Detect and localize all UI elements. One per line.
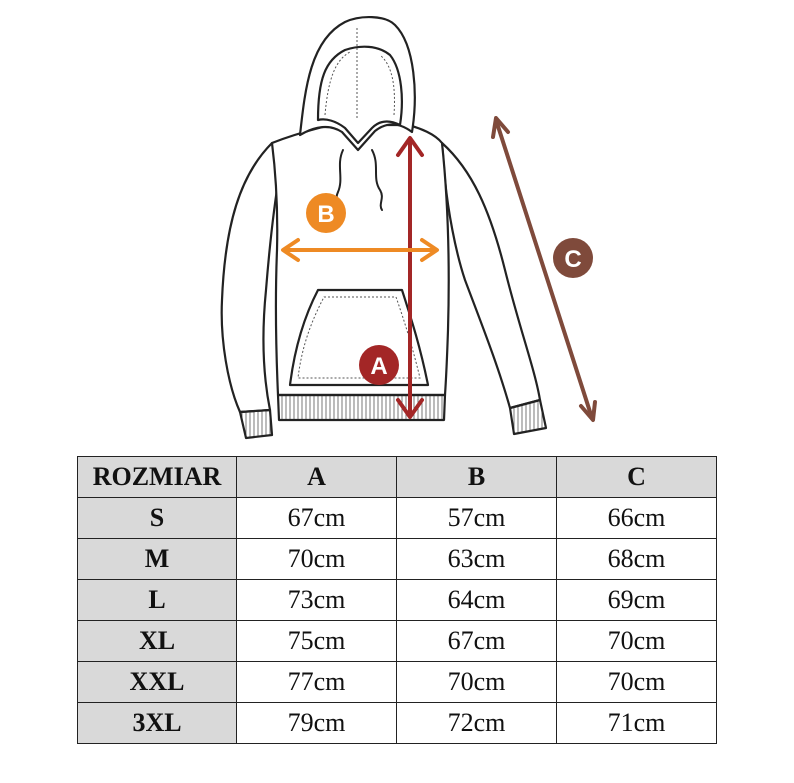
value-b-cell: 67cm	[397, 621, 557, 662]
header-c: C	[557, 457, 717, 498]
value-a-cell: 75cm	[237, 621, 397, 662]
size-table-header-row	[78, 457, 717, 498]
value-b-cell: 64cm	[397, 580, 557, 621]
measurement-a-letter: A	[370, 353, 388, 380]
table-row	[78, 662, 717, 703]
value-c-cell: 68cm	[557, 539, 717, 580]
value-c-cell: 69cm	[557, 580, 717, 621]
size-cell: S	[78, 498, 237, 539]
size-cell: L	[78, 580, 237, 621]
value-c-cell: 70cm	[557, 662, 717, 703]
value-b-cell: 63cm	[397, 539, 557, 580]
size-cell: XXL	[78, 662, 237, 703]
measurement-b-letter: B	[317, 201, 335, 228]
size-cell: 3XL	[78, 703, 237, 744]
value-a-cell: 73cm	[237, 580, 397, 621]
measurement-c-letter: C	[564, 246, 582, 273]
header-size: ROZMIAR	[78, 457, 237, 498]
header-b: B	[397, 457, 557, 498]
value-a-cell: 67cm	[237, 498, 397, 539]
measurement-b-badge	[306, 193, 346, 233]
measurement-c-badge	[553, 238, 593, 278]
table-row	[78, 539, 717, 580]
table-row	[78, 580, 717, 621]
value-a-cell: 77cm	[237, 662, 397, 703]
size-table-container	[77, 456, 717, 744]
size-table	[77, 456, 717, 744]
header-a: A	[237, 457, 397, 498]
value-c-cell: 71cm	[557, 703, 717, 744]
value-b-cell: 72cm	[397, 703, 557, 744]
table-row	[78, 621, 717, 662]
measurement-a-badge	[359, 345, 399, 385]
value-c-cell: 66cm	[557, 498, 717, 539]
value-a-cell: 70cm	[237, 539, 397, 580]
value-b-cell: 57cm	[397, 498, 557, 539]
value-c-cell: 70cm	[557, 621, 717, 662]
size-cell: XL	[78, 621, 237, 662]
value-b-cell: 70cm	[397, 662, 557, 703]
table-row	[78, 703, 717, 744]
value-a-cell: 79cm	[237, 703, 397, 744]
size-cell: M	[78, 539, 237, 580]
table-row	[78, 498, 717, 539]
